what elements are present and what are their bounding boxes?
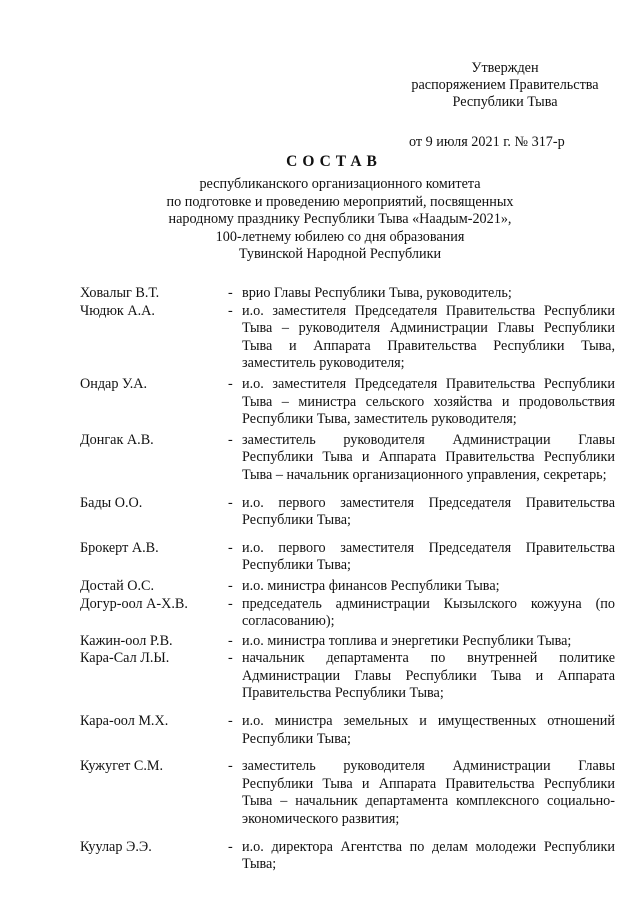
- member-name: Ховалыг В.Т.: [80, 285, 160, 301]
- member-row: [80, 650, 615, 703]
- member-role: и.о. министра финансов Республики Тыва;: [242, 577, 500, 594]
- subtitle-line-4: 100-летнему юбилею со дня образования: [215, 228, 465, 245]
- member-row: [80, 285, 615, 303]
- subtitle-line-2: по подготовке и проведению мероприятий, посвященных: [166, 193, 514, 210]
- member-row: [80, 713, 615, 748]
- member-dash: -: [228, 713, 233, 730]
- member-row: [80, 376, 615, 429]
- member-role: и.о. первого заместителя Председателя Правительства Республики Тыва;: [242, 539, 615, 574]
- member-name: Кара-оол М.Х.: [80, 713, 169, 730]
- member-row: [80, 303, 615, 373]
- member-dash: -: [228, 302, 233, 319]
- member-role: председатель администрации Кызылского кожууна (по согласованию);: [242, 595, 615, 630]
- member-role: заместитель руководителя Администрации Главы Республики Тыва и Аппарата Правительства Республики Тыва – начальник департамента комплексного социально-экономического развития;: [242, 758, 615, 828]
- member-name: Куулар Э.Э.: [80, 838, 152, 855]
- document-title: СОСТАВ: [286, 153, 382, 170]
- member-dash: -: [228, 539, 233, 556]
- subtitle-line-3: народному празднику Республики Тыва «Наадым-2021»,: [168, 211, 512, 228]
- member-dash: -: [228, 431, 233, 448]
- member-role: и.о. первого заместителя Председателя Правительства Республики Тыва;: [242, 494, 615, 529]
- approval-line-2: распоряжением Правительства: [411, 77, 599, 93]
- member-row: [80, 839, 615, 874]
- approval-line-1: Утвержден: [471, 60, 539, 76]
- member-dash: -: [228, 758, 233, 775]
- member-row: [80, 633, 615, 651]
- document-subtitle: [120, 176, 560, 264]
- member-dash: -: [228, 494, 233, 511]
- member-row: [80, 578, 615, 596]
- member-role: и.о. заместителя Председателя Правительства Республики Тыва – руководителя Администрации Главы Республики Тыва и Аппарата Правительства Республики Тыва, заместитель руководителя;: [242, 302, 615, 372]
- member-row: [80, 758, 615, 828]
- subtitle-line-1: республиканского организационного комитета: [199, 176, 481, 192]
- member-dash: -: [228, 838, 233, 855]
- approval-stamp: [395, 60, 615, 111]
- member-role: заместитель руководителя Администрации Главы Республики Тыва и Аппарата Правительства Республики Тыва – начальник организационного управления, секретарь;: [242, 431, 615, 483]
- member-name: Достай О.С.: [80, 577, 155, 594]
- member-row: [80, 596, 615, 631]
- member-role: и.о. заместителя Председателя Правительства Республики Тыва – министра сельского хозяйства и продовольствия Республики Тыва, заместитель руководителя;: [242, 375, 615, 428]
- member-role: и.о. директора Агентства по делам молодежи Республики Тыва;: [242, 838, 615, 873]
- member-role: начальник департамента по внутренней политике Администрации Главы Республики Тыва и Аппарата Правительства Республики Тыва;: [242, 650, 615, 702]
- member-dash: -: [228, 577, 233, 594]
- member-role: и.о. министра топлива и энергетики Республики Тыва;: [242, 632, 572, 649]
- member-row: [80, 540, 615, 575]
- member-name: Донгак А.В.: [80, 431, 154, 448]
- member-name: Брокерт А.В.: [80, 539, 159, 556]
- member-dash: -: [228, 595, 233, 612]
- approval-line-3: Республики Тыва: [452, 94, 558, 110]
- committee-member-list: [80, 285, 615, 874]
- document-date: от 9 июля 2021 г. № 317-р: [409, 134, 565, 150]
- member-name: Ондар У.А.: [80, 375, 148, 392]
- member-name: Кара-Сал Л.Ы.: [80, 650, 170, 667]
- member-name: Кажин-оол Р.В.: [80, 632, 173, 649]
- member-name: Чюдюк А.А.: [80, 302, 155, 319]
- subtitle-line-5: Тувинской Народной Республики: [238, 246, 442, 263]
- member-name: Догур-оол А-Х.В.: [80, 595, 188, 612]
- member-name: Кужугет С.М.: [80, 758, 164, 775]
- member-role: и.о. министра земельных и имущественных отношений Республики Тыва;: [242, 713, 615, 747]
- member-dash: -: [228, 632, 233, 649]
- member-dash: -: [228, 650, 233, 667]
- member-row: [80, 495, 615, 530]
- member-role: врио Главы Республики Тыва, руководитель;: [242, 285, 512, 301]
- member-row: [80, 432, 615, 485]
- member-name: Бады О.О.: [80, 494, 143, 511]
- member-dash: -: [228, 285, 233, 301]
- member-dash: -: [228, 375, 233, 392]
